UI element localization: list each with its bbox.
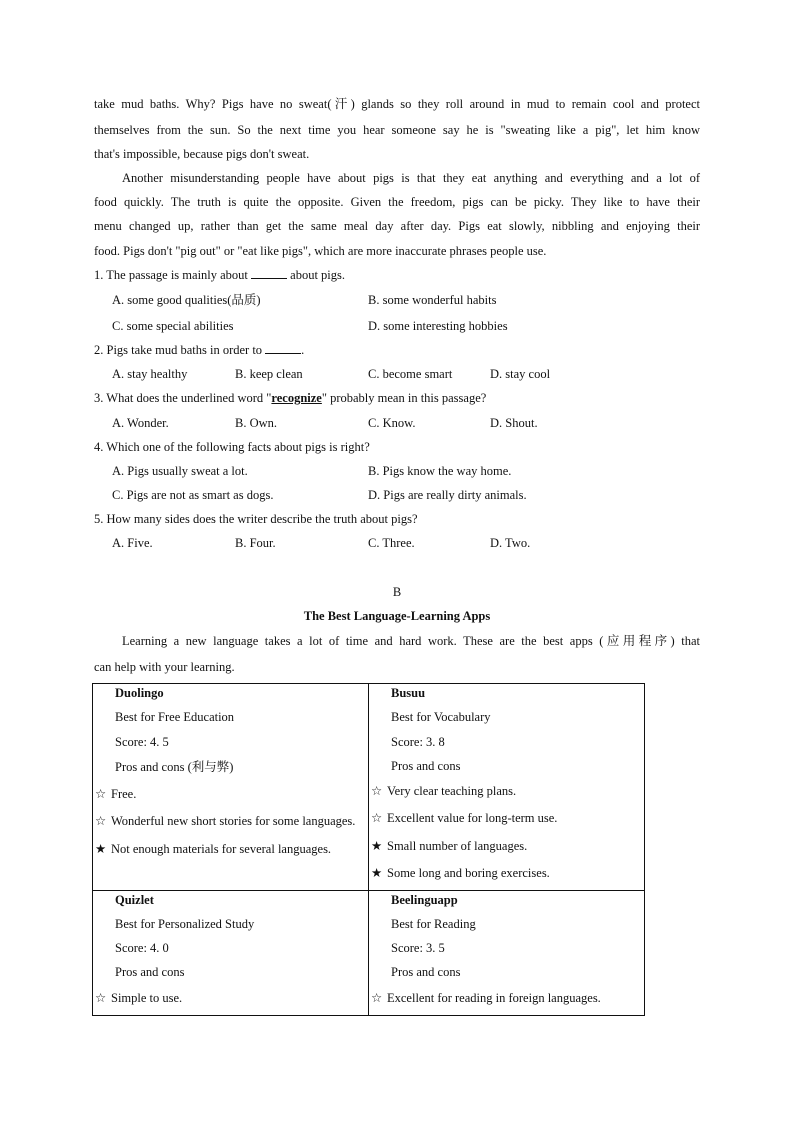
question-3-option-b: B. Own.	[235, 416, 278, 430]
hollow-star-icon: ☆	[371, 811, 383, 825]
passage-line: menu changed up, rather than get the same meal day after day. Pigs eat slowly, nibbling and enjoying their	[94, 219, 700, 233]
hollow-star-icon: ☆	[95, 787, 107, 801]
underlined-word: recognize	[271, 391, 322, 405]
app-name: Beelinguapp	[391, 893, 458, 907]
app-cell-beelinguapp	[369, 891, 645, 1016]
hollow-star-icon: ☆	[371, 784, 383, 798]
question-1-option-c: C. some special abilities	[112, 319, 234, 333]
question-1-option-b: B. some wonderful habits	[368, 293, 497, 307]
filled-star-icon: ★	[95, 842, 107, 856]
question-5-option-c: C. Three.	[368, 536, 415, 550]
intro-line: Learning a new language takes a lot of time and hard work. These are the best apps (应用程序) that	[122, 634, 700, 648]
question-1-option-a: A. some good qualities(品质)	[112, 293, 261, 307]
question-5-option-d: D. Two.	[490, 536, 531, 550]
app-cell-duolingo	[93, 684, 369, 891]
apps-table	[92, 683, 645, 1016]
pro-item: ☆ Simple to use.	[95, 991, 183, 1005]
question-3-option-d: D. Shout.	[490, 416, 538, 430]
app-score: Score: 3. 5	[391, 941, 445, 955]
app-cell-quizlet	[93, 891, 369, 1016]
app-pros-cons-label: Pros and cons	[115, 965, 185, 979]
app-best-for: Best for Personalized Study	[115, 917, 255, 931]
con-item: ★ Not enough materials for several languages.	[95, 842, 332, 856]
question-4-option-d: D. Pigs are really dirty animals.	[368, 488, 527, 502]
app-best-for: Best for Free Education	[115, 710, 235, 724]
intro-line: can help with your learning.	[94, 660, 235, 674]
question-3-stem: 3. What does the underlined word "recognize" probably mean in this passage?	[94, 391, 487, 405]
app-pros-cons-label: Pros and cons	[391, 965, 461, 979]
app-score: Score: 4. 0	[115, 941, 169, 955]
hollow-star-icon: ☆	[95, 991, 107, 1005]
question-2-option-c: C. become smart	[368, 367, 453, 381]
question-4-option-c: C. Pigs are not as smart as dogs.	[112, 488, 274, 502]
question-4-stem: 4. Which one of the following facts about pigs is right?	[94, 440, 370, 454]
question-5-option-b: B. Four.	[235, 536, 276, 550]
filled-star-icon: ★	[371, 839, 383, 853]
app-best-for: Best for Reading	[391, 917, 476, 931]
question-1-option-d: D. some interesting hobbies	[368, 319, 508, 333]
question-1-stem: 1. The passage is mainly about about pigs.	[94, 268, 346, 282]
app-name: Quizlet	[115, 893, 154, 907]
app-score: Score: 4. 5	[115, 735, 169, 749]
hollow-star-icon: ☆	[371, 991, 383, 1005]
app-name: Busuu	[391, 686, 426, 700]
passage-line: themselves from the sun. So the next time you hear someone say he is "sweating like a pig", let him know	[94, 123, 700, 137]
pro-item: ☆ Wonderful new short stories for some languages.	[95, 814, 356, 828]
section-title: The Best Language-Learning Apps	[303, 609, 491, 623]
passage-line: food. Pigs don't "pig out" or "eat like pigs", which are more inaccurate phrases people use.	[94, 244, 547, 258]
passage-line: that's impossible, because pigs don't sweat.	[94, 147, 310, 161]
answer-blank	[251, 267, 287, 279]
question-3-option-a: A. Wonder.	[112, 416, 169, 430]
pro-item: ☆ Excellent value for long-term use.	[371, 811, 558, 825]
question-2-option-a: A. stay healthy	[112, 367, 188, 381]
question-3-option-c: C. Know.	[368, 416, 416, 430]
section-letter: B	[392, 585, 402, 599]
question-5-stem: 5. How many sides does the writer describe the truth about pigs?	[94, 512, 418, 526]
app-cell-busuu	[369, 684, 645, 891]
answer-blank	[265, 342, 301, 354]
question-5-option-a: A. Five.	[112, 536, 153, 550]
hollow-star-icon: ☆	[95, 814, 107, 828]
question-2-option-b: B. keep clean	[235, 367, 303, 381]
con-item: ★ Small number of languages.	[371, 839, 528, 853]
app-best-for: Best for Vocabulary	[391, 710, 491, 724]
filled-star-icon: ★	[371, 866, 383, 880]
pro-item: ☆ Excellent for reading in foreign languages.	[371, 991, 601, 1005]
question-2-option-d: D. stay cool	[490, 367, 551, 381]
pro-item: ☆ Very clear teaching plans.	[371, 784, 517, 798]
app-pros-cons-label: Pros and cons	[391, 759, 461, 773]
app-score: Score: 3. 8	[391, 735, 445, 749]
app-pros-cons-label: Pros and cons (利与弊)	[115, 760, 234, 774]
passage-line: take mud baths. Why? Pigs have no sweat(汗) glands so they roll around in mud to remain cool and protect	[94, 97, 700, 111]
passage-line: food quickly. The truth is quite the opposite. Given the freedom, pigs can be picky. They like to have their	[94, 195, 700, 209]
pro-item: ☆ Free.	[95, 787, 137, 801]
con-item: ★ Some long and boring exercises.	[371, 866, 550, 880]
question-4-option-b: B. Pigs know the way home.	[368, 464, 512, 478]
question-2-stem: 2. Pigs take mud baths in order to .	[94, 343, 305, 357]
question-4-option-a: A. Pigs usually sweat a lot.	[112, 464, 248, 478]
app-name: Duolingo	[115, 686, 164, 700]
passage-line: Another misunderstanding people have about pigs is that they eat anything and everything and a lot of	[122, 171, 700, 185]
